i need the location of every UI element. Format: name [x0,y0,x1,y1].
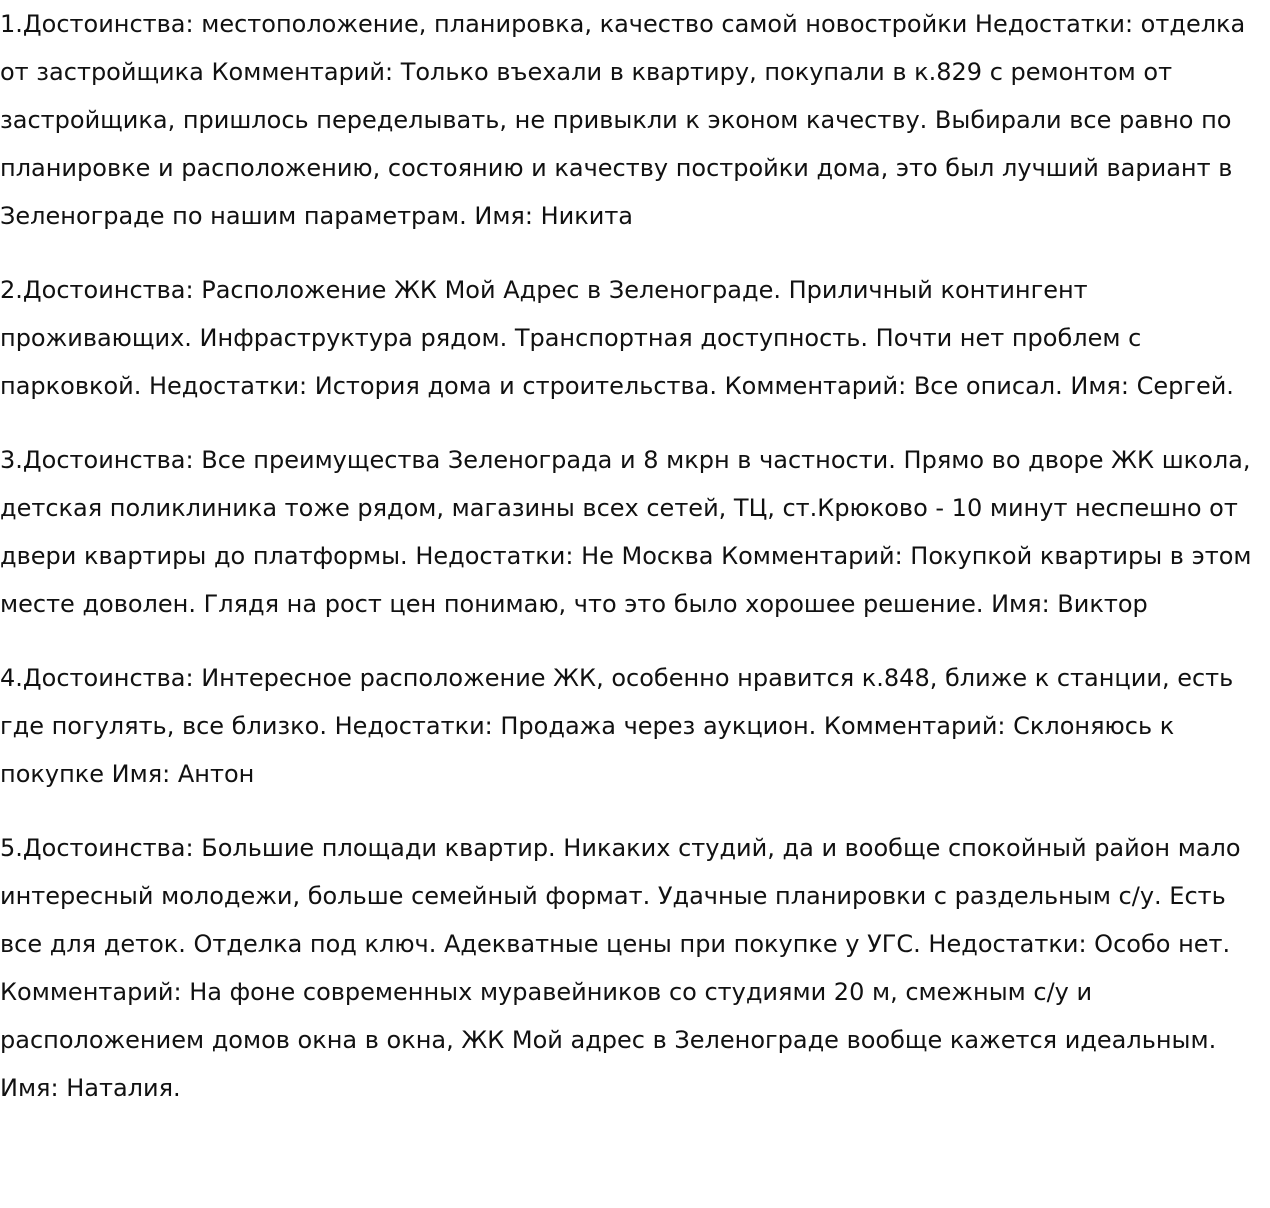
review-paragraph-1: 1.Достоинства: местоположение, планировка, качество самой новостройки Недостатки: отделка от застройщика Комментарий: Только въехали в квартиру, покупали в к.829 с ремонтом от застройщика, пришлось переделывать, не привыкли к эконом качеству. Выбирали все равно по планировке и расположению, состоянию и качеству постройки дома, это был лучший вариант в Зеленограде по нашим параметрам. Имя: Никита [0,10,1246,230]
review-paragraph-3: 3.Достоинства: Все преимущества Зеленограда и 8 мкрн в частности. Прямо во дворе ЖК школа, детская поликлиника тоже рядом, магазины всех сетей, ТЦ, ст.Крюково - 10 минут неспешно от двери квартиры до платформы. Недостатки: Не Москва Комментарий: Покупкой квартиры в этом месте доволен. Глядя на рост цен понимаю, что это было хорошее решение. Имя: Виктор [0,446,1252,618]
review-paragraph-4: 4.Достоинства: Интересное расположение ЖК, особенно нравится к.848, ближе к станции, есть где погулять, все близко. Недостатки: Продажа через аукцион. Комментарий: Склоняюсь к покупке Имя: Антон [0,664,1234,788]
review-paragraph-5: 5.Достоинства: Большие площади квартир. Никаких студий, да и вообще спокойный район мало интересный молодежи, больше семейный формат. Удачные планировки с раздельным с/у. Есть все для деток. Отделка под ключ. Адекватные цены при покупке у УГС. Недостатки: Особо нет. Комментарий: На фоне современных муравейников со студиями 20 м, смежным с/у и расположением домов окна в окна, ЖК Мой адрес в Зеленограде вообще кажется идеальным. Имя: Наталия. [0,834,1241,1102]
review-paragraph-2: 2.Достоинства: Расположение ЖК Мой Адрес в Зеленограде. Приличный контингент проживающих. Инфраструктура рядом. Транспортная доступность. Почти нет проблем с парковкой. Недостатки: История дома и строительства. Комментарий: Все описал. Имя: Сергей. [0,276,1234,400]
